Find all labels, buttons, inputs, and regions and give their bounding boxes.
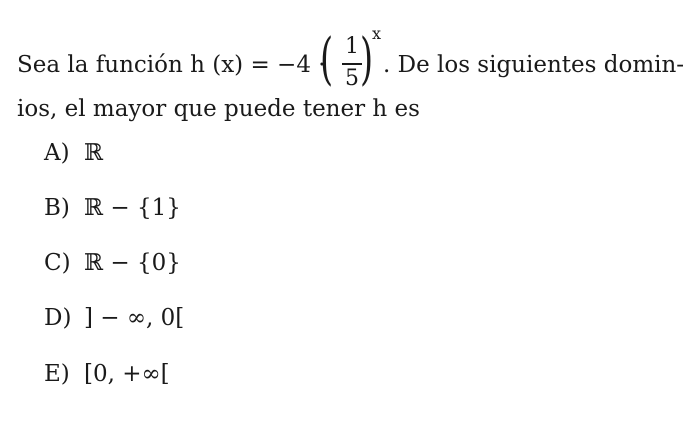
question-stem bbox=[17, 24, 685, 122]
option-label: B) bbox=[44, 195, 70, 221]
option-b[interactable] bbox=[44, 193, 181, 223]
function-definition-text: Sea la función h (x) = −4 · bbox=[17, 52, 326, 78]
right-parenthesis: ) bbox=[360, 27, 374, 92]
option-value: ] − ∞, 0[ bbox=[84, 305, 185, 331]
fraction-denominator: 5 bbox=[345, 66, 359, 91]
exponent: x bbox=[372, 24, 382, 43]
option-label: A) bbox=[44, 140, 70, 166]
option-d[interactable] bbox=[44, 303, 184, 333]
fraction-numerator: 1 bbox=[345, 34, 359, 59]
option-value: ℝ bbox=[84, 140, 104, 166]
option-c[interactable] bbox=[44, 248, 181, 278]
question-line-2: ios, el mayor que puede tener h es bbox=[17, 96, 420, 122]
fraction-bar bbox=[342, 63, 362, 65]
option-label: C) bbox=[44, 250, 71, 276]
question-continuation: . De los siguientes domin- bbox=[383, 52, 685, 78]
left-parenthesis: ( bbox=[320, 27, 334, 92]
option-label: D) bbox=[44, 305, 72, 331]
option-label: E) bbox=[44, 361, 70, 387]
option-value: ℝ − {1} bbox=[84, 195, 181, 221]
option-e[interactable] bbox=[44, 359, 170, 389]
option-value: ℝ − {0} bbox=[84, 250, 181, 276]
option-a[interactable] bbox=[44, 138, 103, 168]
option-value: [0, +∞[ bbox=[84, 361, 170, 387]
question-line-1 bbox=[17, 24, 685, 94]
